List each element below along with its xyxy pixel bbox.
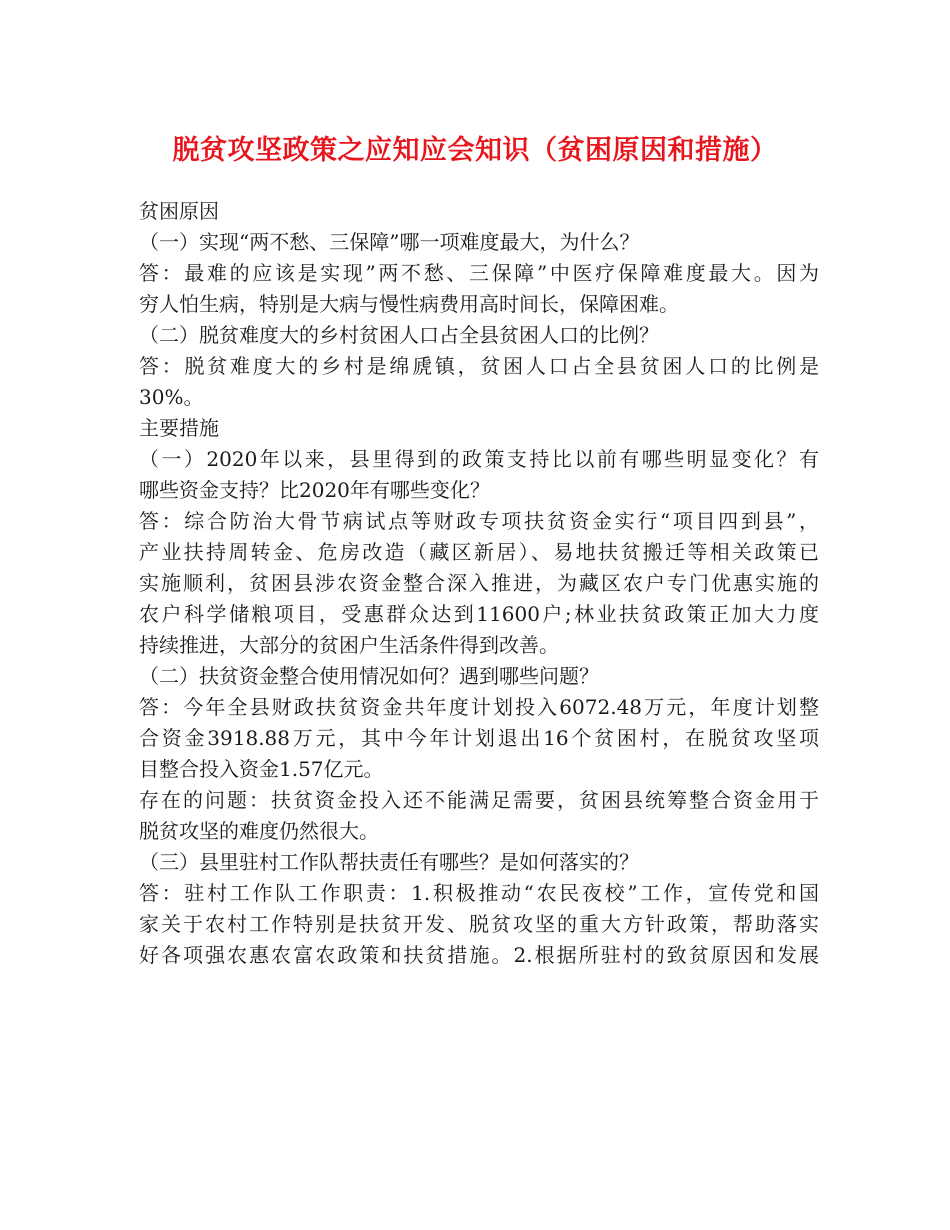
body-line: 目整合投入资金1.57亿元。 (139, 757, 384, 781)
body-line: 贫困原因 (139, 199, 219, 223)
body-line: 脱贫攻坚的难度仍然很大。 (139, 819, 379, 843)
body-line: 答：脱贫难度大的乡村是绵虒镇，贫困人口占全县贫困人口的比例是 (139, 354, 819, 378)
body-line: 主要措施 (139, 416, 219, 440)
body-line: （二）扶贫资金整合使用情况如何？遇到哪些问题？ (139, 664, 599, 688)
body-line: 30%。 (139, 385, 204, 409)
body-line: 合资金3918.88万元，其中今年计划退出16个贫困村，在脱贫攻坚项 (139, 726, 819, 750)
document-title: 脱贫攻坚政策之应知应会知识（贫困原因和措施） (172, 135, 778, 166)
body-line: 哪些资金支持？比2020年有哪些变化？ (139, 478, 490, 502)
body-line: （一）2020年以来，县里得到的政策支持比以前有哪些明显变化？有 (139, 447, 819, 471)
body-line: 答：今年全县财政扶贫资金共年度计划投入6072.48万元，年度计划整 (139, 695, 819, 719)
body-line: 持续推进，大部分的贫困户生活条件得到改善。 (139, 633, 559, 657)
body-line: 好各项强农惠农富农政策和扶贫措施。2.根据所驻村的致贫原因和发展 (139, 943, 819, 967)
body-line: 产业扶持周转金、危房改造（藏区新居）、易地扶贫搬迁等相关政策已 (139, 540, 819, 564)
body-line: （一）实现“两不愁、三保障”哪一项难度最大，为什么？ (139, 230, 640, 254)
document-body (139, 196, 819, 971)
body-line: （三）县里驻村工作队帮扶责任有哪些？是如何落实的？ (139, 850, 639, 874)
body-line: 农户科学储粮项目，受惠群众达到11600户;林业扶贫政策正加大力度 (139, 602, 819, 626)
body-line: （二）脱贫难度大的乡村贫困人口占全县贫困人口的比例？ (139, 323, 659, 347)
body-line: 家关于农村工作特别是扶贫开发、脱贫攻坚的重大方针政策，帮助落实 (139, 912, 819, 936)
body-line: 穷人怕生病，特别是大病与慢性病费用高时间长，保障困难。 (139, 292, 679, 316)
body-line: 答：驻村工作队工作职责：1.积极推动“农民夜校”工作，宣传党和国 (139, 881, 819, 905)
body-line: 存在的问题：扶贫资金投入还不能满足需要，贫困县统筹整合资金用于 (139, 788, 819, 812)
body-line: 答：最难的应该是实现”两不愁、三保障”中医疗保障难度最大。因为 (139, 261, 819, 285)
body-line: 答：综合防治大骨节病试点等财政专项扶贫资金实行“项目四到县”， (139, 509, 819, 533)
body-line: 实施顺利，贫困县涉农资金整合深入推进，为藏区农户专门优惠实施的 (139, 571, 819, 595)
